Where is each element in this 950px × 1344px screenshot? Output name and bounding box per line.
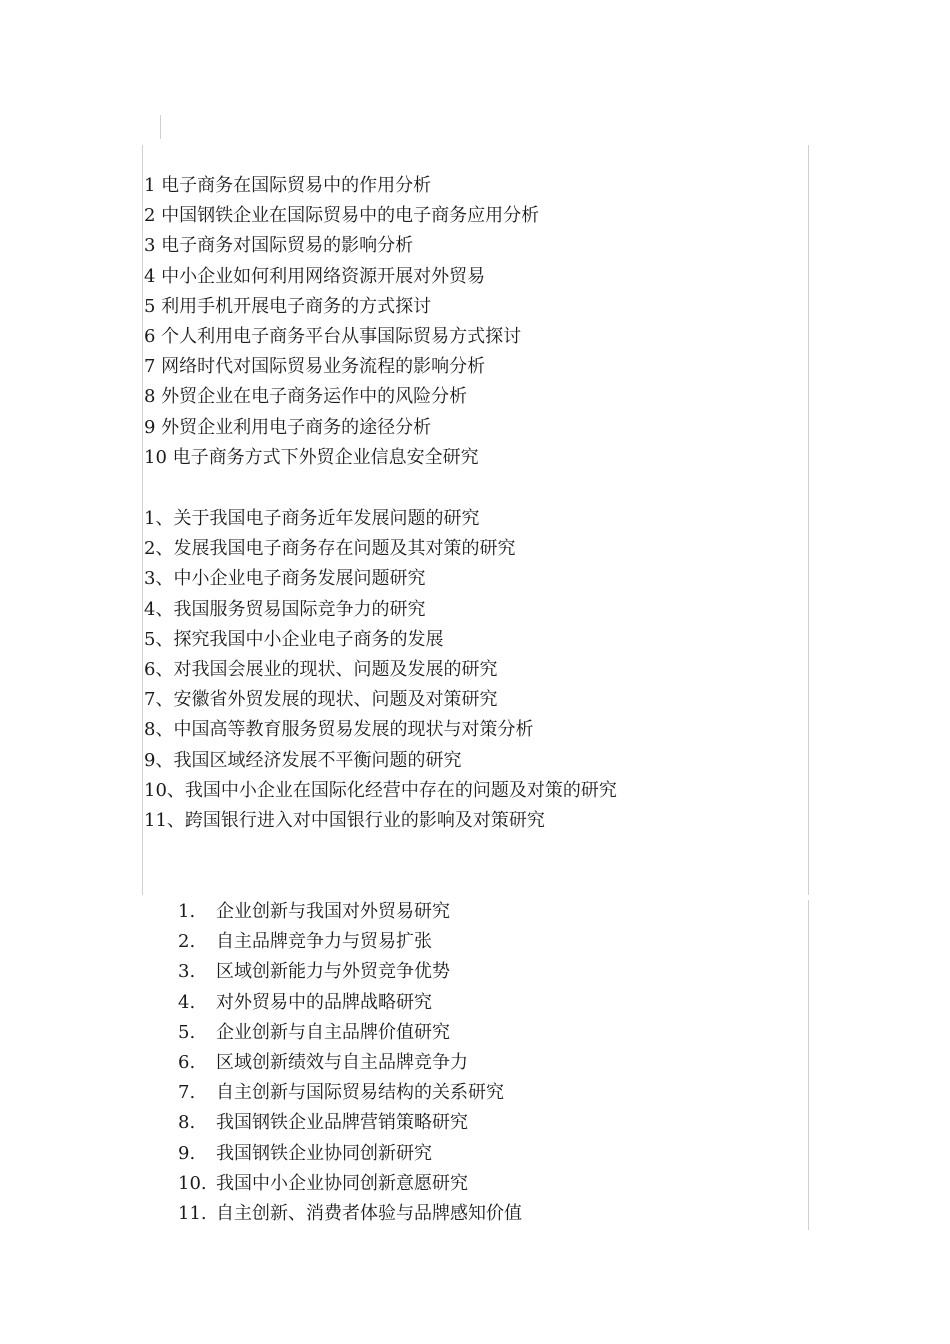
list-item (178, 1199, 522, 1229)
item-text: 企业创新与我国对外贸易研究 (216, 901, 450, 922)
list-item: 1、关于我国电子商务近年发展问题的研究 (144, 508, 480, 529)
item-number: 8. (178, 1112, 196, 1134)
frame-line-left (142, 145, 143, 895)
list-item: 10 电子商务方式下外贸企业信息安全研究 (144, 446, 479, 468)
item-number: 2. (178, 931, 196, 953)
list-item: 10、我国中小企业在国际化经营中存在的问题及对策的研究 (144, 779, 617, 801)
item-number: 10. (178, 1172, 207, 1194)
item-text: 区域创新能力与外贸竞争优势 (216, 961, 450, 983)
item-number: 11. (178, 1202, 207, 1224)
list-item: 1 电子商务在国际贸易中的作用分析 (144, 175, 432, 196)
list-item (178, 1108, 522, 1138)
item-text: 我国中小企业协同创新意愿研究 (216, 1172, 468, 1194)
item-text: 区域创新绩效与自主品牌竞争力 (216, 1051, 468, 1073)
frame-line-top-left (160, 115, 161, 139)
list-item (178, 988, 522, 1018)
topic-list-ecommerce (144, 171, 539, 473)
list-item: 6 个人利用电子商务平台从事国际贸易方式探讨 (144, 325, 522, 347)
frame-line-right-upper (808, 145, 809, 895)
item-text: 自主创新与国际贸易结构的关系研究 (216, 1082, 504, 1104)
list-item: 7 网络时代对国际贸易业务流程的影响分析 (144, 356, 486, 378)
item-text: 自主创新、消费者体验与品牌感知价值 (216, 1202, 522, 1224)
list-item (178, 1048, 522, 1078)
list-item: 8、中国高等教育服务贸易发展的现状与对策分析 (144, 719, 534, 741)
item-text: 我国钢铁企业协同创新研究 (216, 1142, 432, 1164)
item-text: 企业创新与自主品牌价值研究 (216, 1021, 450, 1043)
list-item: 8 外贸企业在电子商务运作中的风险分析 (144, 386, 468, 408)
list-item (178, 1078, 522, 1108)
item-text: 对外贸易中的品牌战略研究 (216, 991, 432, 1013)
item-number: 7. (178, 1082, 196, 1104)
list-item (178, 957, 522, 987)
list-item: 5、探究我国中小企业电子商务的发展 (144, 628, 444, 650)
list-item (178, 1018, 522, 1048)
list-item: 4、我国服务贸易国际竞争力的研究 (144, 598, 426, 620)
list-item (178, 1169, 522, 1199)
list-item: 3 电子商务对国际贸易的影响分析 (144, 235, 414, 257)
list-item: 11、跨国银行进入对中国银行业的影响及对策研究 (144, 809, 545, 831)
list-item: 2 中国钢铁企业在国际贸易中的电子商务应用分析 (144, 205, 540, 227)
list-item: 3、中小企业电子商务发展问题研究 (144, 568, 426, 590)
item-number: 3. (178, 961, 196, 983)
list-item: 5 利用手机开展电子商务的方式探讨 (144, 295, 432, 317)
topic-list-development (144, 504, 617, 836)
item-number: 1. (178, 901, 196, 922)
list-item: 6、对我国会展业的现状、问题及发展的研究 (144, 658, 498, 680)
item-number: 5. (178, 1021, 196, 1043)
list-item: 7、安徽省外贸发展的现状、问题及对策研究 (144, 689, 498, 711)
list-item (178, 927, 522, 957)
item-text: 我国钢铁企业品牌营销策略研究 (216, 1112, 468, 1134)
frame-line-right-lower (808, 900, 809, 1230)
list-item (178, 897, 522, 927)
list-item (178, 1139, 522, 1169)
topic-list-innovation (178, 897, 522, 1229)
item-number: 6. (178, 1051, 196, 1073)
list-item: 9、我国区域经济发展不平衡问题的研究 (144, 749, 462, 771)
item-number: 9. (178, 1142, 196, 1164)
item-text: 自主品牌竞争力与贸易扩张 (216, 931, 432, 953)
list-item: 9 外贸企业利用电子商务的途径分析 (144, 416, 432, 438)
list-item: 2、发展我国电子商务存在问题及其对策的研究 (144, 538, 516, 560)
list-item: 4 中小企业如何利用网络资源开展对外贸易 (144, 265, 486, 287)
item-number: 4. (178, 991, 196, 1013)
